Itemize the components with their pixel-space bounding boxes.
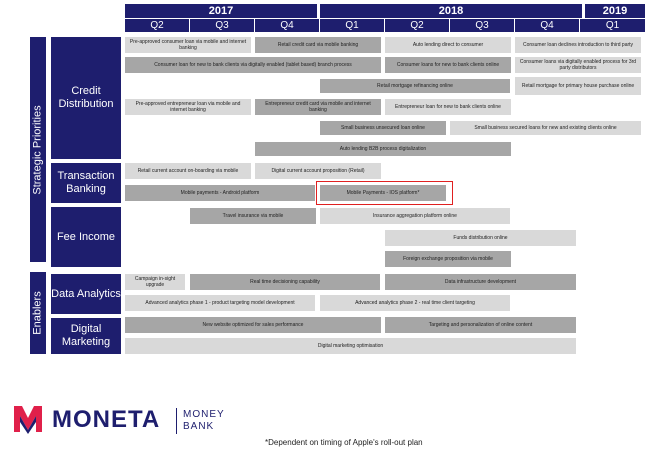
category-credit-distribution: Credit Distribution <box>51 37 121 159</box>
initiative-bar: Consumer loan declines introduction to third party <box>515 37 641 53</box>
initiative-bar: Entrepreneur loan for new to bank clients online <box>385 99 511 115</box>
initiative-bar: Digital current account proposition (Retail) <box>255 163 381 179</box>
quarter-2017-q4: Q4 <box>255 19 319 32</box>
initiative-bar: Consumer loan for new to bank clients via digitally enabled (tablet based) branch process <box>125 57 381 73</box>
initiative-bar: Mobile payments - Android platform <box>125 185 315 201</box>
quarter-2018-q3: Q3 <box>450 19 514 32</box>
initiative-bar: Auto lending direct to consumer <box>385 37 511 53</box>
initiative-bar: Mobile Payments - IOS platform* <box>320 185 446 201</box>
category-data-analytics: Data Analytics <box>51 274 121 314</box>
initiative-bar: Small business unsecured loan online <box>320 121 446 135</box>
initiative-bar: Advanced analytics phase 1 - product targeting model development <box>125 295 315 311</box>
initiative-bar: Auto lending B2B process digitalization <box>255 142 511 156</box>
initiative-bar: Travel insurance via mobile <box>190 208 316 224</box>
initiative-bar: Consumer loans via digitally enabled process for 3rd party distributors <box>515 57 641 73</box>
quarter-2019-q1: Q1 <box>580 19 645 32</box>
initiative-bar: Entrepreneur credit card via mobile and internet banking <box>255 99 381 115</box>
footnote: *Dependent on timing of Apple's roll-out plan <box>265 438 423 447</box>
group-enablers-label: Enablers <box>32 291 45 335</box>
group-strategic-priorities <box>30 37 46 262</box>
group-enablers <box>30 272 46 354</box>
initiative-bar: Foreign exchange proposition via mobile <box>385 251 511 267</box>
initiative-bar: Advanced analytics phase 2 - real time client targeting <box>320 295 510 311</box>
brand-divider <box>176 408 177 434</box>
brand-name: MONETA <box>52 406 161 433</box>
initiative-bar: Campaign in-sight upgrade <box>125 274 185 290</box>
initiative-bar: Pre-approved consumer loan via mobile and internet banking <box>125 37 251 53</box>
initiative-bar: Small business secured loans for new and existing clients online <box>450 121 641 135</box>
category-digital-marketing: Digital Marketing <box>51 318 121 354</box>
initiative-bar: Insurance aggregation platform online <box>320 208 510 224</box>
initiative-bar: Digital marketing optimisation <box>125 338 576 354</box>
quarter-2018-q2: Q2 <box>385 19 449 32</box>
brand-money-label: MONEY <box>183 409 225 420</box>
moneta-logo-icon <box>14 404 42 434</box>
initiative-bar: New website optimized for sales performance <box>125 317 381 333</box>
initiative-bar: Targeting and personalization of online content <box>385 317 576 333</box>
initiative-bar: Retail credit card via mobile banking <box>255 37 381 53</box>
initiative-bar: Data infrastructure development <box>385 274 576 290</box>
year-2017: 2017 <box>125 4 317 18</box>
quarter-2018-q1: Q1 <box>320 19 384 32</box>
category-fee-income: Fee Income <box>51 207 121 267</box>
quarter-2017-q2: Q2 <box>125 19 189 32</box>
initiative-bar: Retail mortgage refinancing online <box>320 79 510 93</box>
year-2018: 2018 <box>320 4 582 18</box>
initiative-bar: Retail current account on-boarding via mobile <box>125 163 251 179</box>
category-transaction-banking: Transaction Banking <box>51 163 121 203</box>
initiative-bar: Consumer loans for new to bank clients online <box>385 57 511 73</box>
highlight-box <box>316 181 453 205</box>
initiative-bar: Pre-approved entrepreneur loan via mobile and internet banking <box>125 99 251 115</box>
group-strategic-label: Strategic Priorities <box>32 104 45 195</box>
initiative-bar: Real time decisioning capability <box>190 274 380 290</box>
year-2019: 2019 <box>585 4 645 18</box>
quarter-2018-q4: Q4 <box>515 19 579 32</box>
initiative-bar: Retail mortgage for primary house purchase online <box>515 77 641 95</box>
quarter-2017-q3: Q3 <box>190 19 254 32</box>
initiative-bar: Funds distribution online <box>385 230 576 246</box>
brand-bank-label: BANK <box>183 421 215 432</box>
